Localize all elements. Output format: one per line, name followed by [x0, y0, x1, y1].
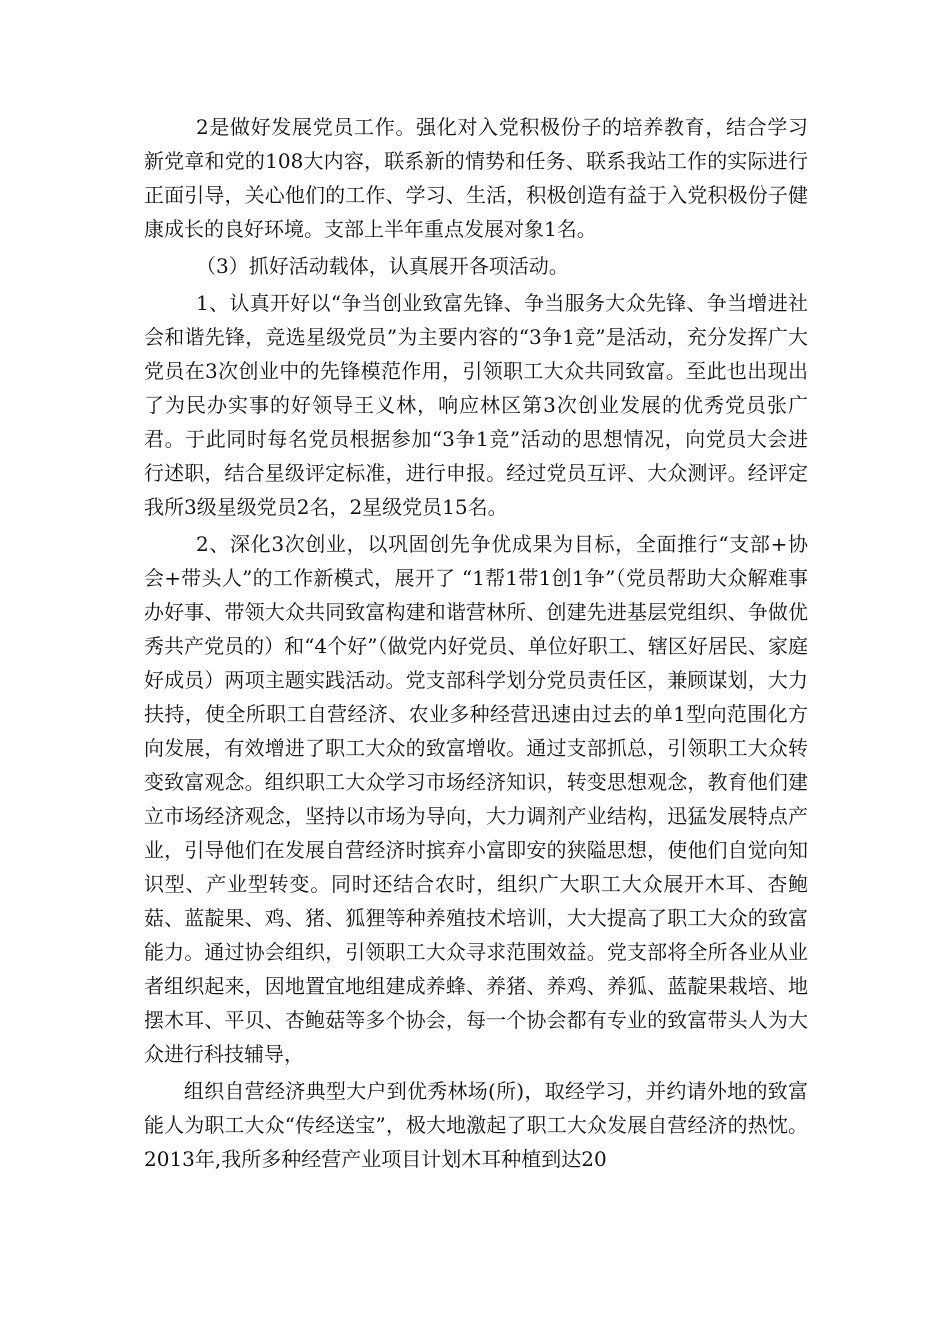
document-page — [144, 110, 808, 1176]
paragraph-party-member-development: 2是做好发展党员工作。强化对入党积极份子的培养教育，结合学习新党章和党的108大内容，联系新的情势和任务、联系我站工作的实际进行正面引导，关心他们的工作、学习、生活，积极创造有益于入党积极份子健康成长的良好环境。支部上半年重点发展对象1名。 — [144, 115, 808, 241]
paragraph-activity-carrier-heading: （3）抓好活动载体，认真展开各项活动。 — [196, 254, 569, 278]
paragraph-three-strive-one-compete: 1、认真开好以“争当创业致富先锋、争当服务大众先锋、争当增进社会和谐先锋，竞选星级党员”为主要内容的“3争1竞”是活动，充分发挥广大党员在3次创业中的先锋模范作用，引领职工大众共同致富。至此也出现出了为民办实事的好领导王义林，响应林区第3次创业发展的优秀党员张广君。于此同时每名党员根据参加“3争1竞”活动的思想情况，向党员大会进行述职，结合星级评定标准，进行申报。经过党员互评、大众测评。经评定我所3级星级党员2名，2星级党员15名。 — [144, 291, 808, 519]
paragraph-deepen-third-venture: 2、深化3次创业，以巩固创先争优成果为目标，全面推行“支部+协会+带头人”的工作新模式，展开了 “1帮1带1创1争”（党员帮助大众解难事办好事、带领大众共同致富构建和谐营林所、创建先进基层党组织、争做优秀共产党员的）和“4个好”（做党内好党员、单位好职工、辖区好居民、家庭好成员）两项主题实践活动。党支部科学划分党员责任区，兼顾谋划，大力扶持，使全所职工自营经济、农业多种经营迅速由过去的单1型向范围化方向发展，有效增进了职工大众的致富增收。通过支部抓总，引领职工大众转变致富观念。组织职工大众学习市场经济知识，转变思想观念，教育他们建立市场经济观念，坚持以市场为导向，大力调剂产业结构，迅猛发展特点产业，引导他们在发展自营经济时摈弃小富即安的狭隘思想，使他们自觉向知识型、产业型转变。同时还结合农时，组织广大职工大众展开木耳、杏鲍菇、蓝靛果、鸡、猪、狐狸等种养殖技术培训，大大提高了职工大众的致富能力。通过协会组织，引领职工大众寻求范围效益。党支部将全所各业从业者组织起来，因地置宜地组建成养蜂、养猪、养鸡、养狐、蓝靛果栽培、地摆木耳、平贝、杏鲍菇等多个协会，每一个协会都有专业的致富带头人为大众进行科技辅导， — [144, 532, 808, 1066]
paragraph-study-visit: 组织自营经济典型大户到优秀林场(所)，取经学习，并约请外地的致富能人为职工大众“传经送宝”，极大地激起了职工大众发展自营经济的热忱。2013年,我所多种经营产业项目计划木耳种植到达20 — [144, 1079, 808, 1171]
